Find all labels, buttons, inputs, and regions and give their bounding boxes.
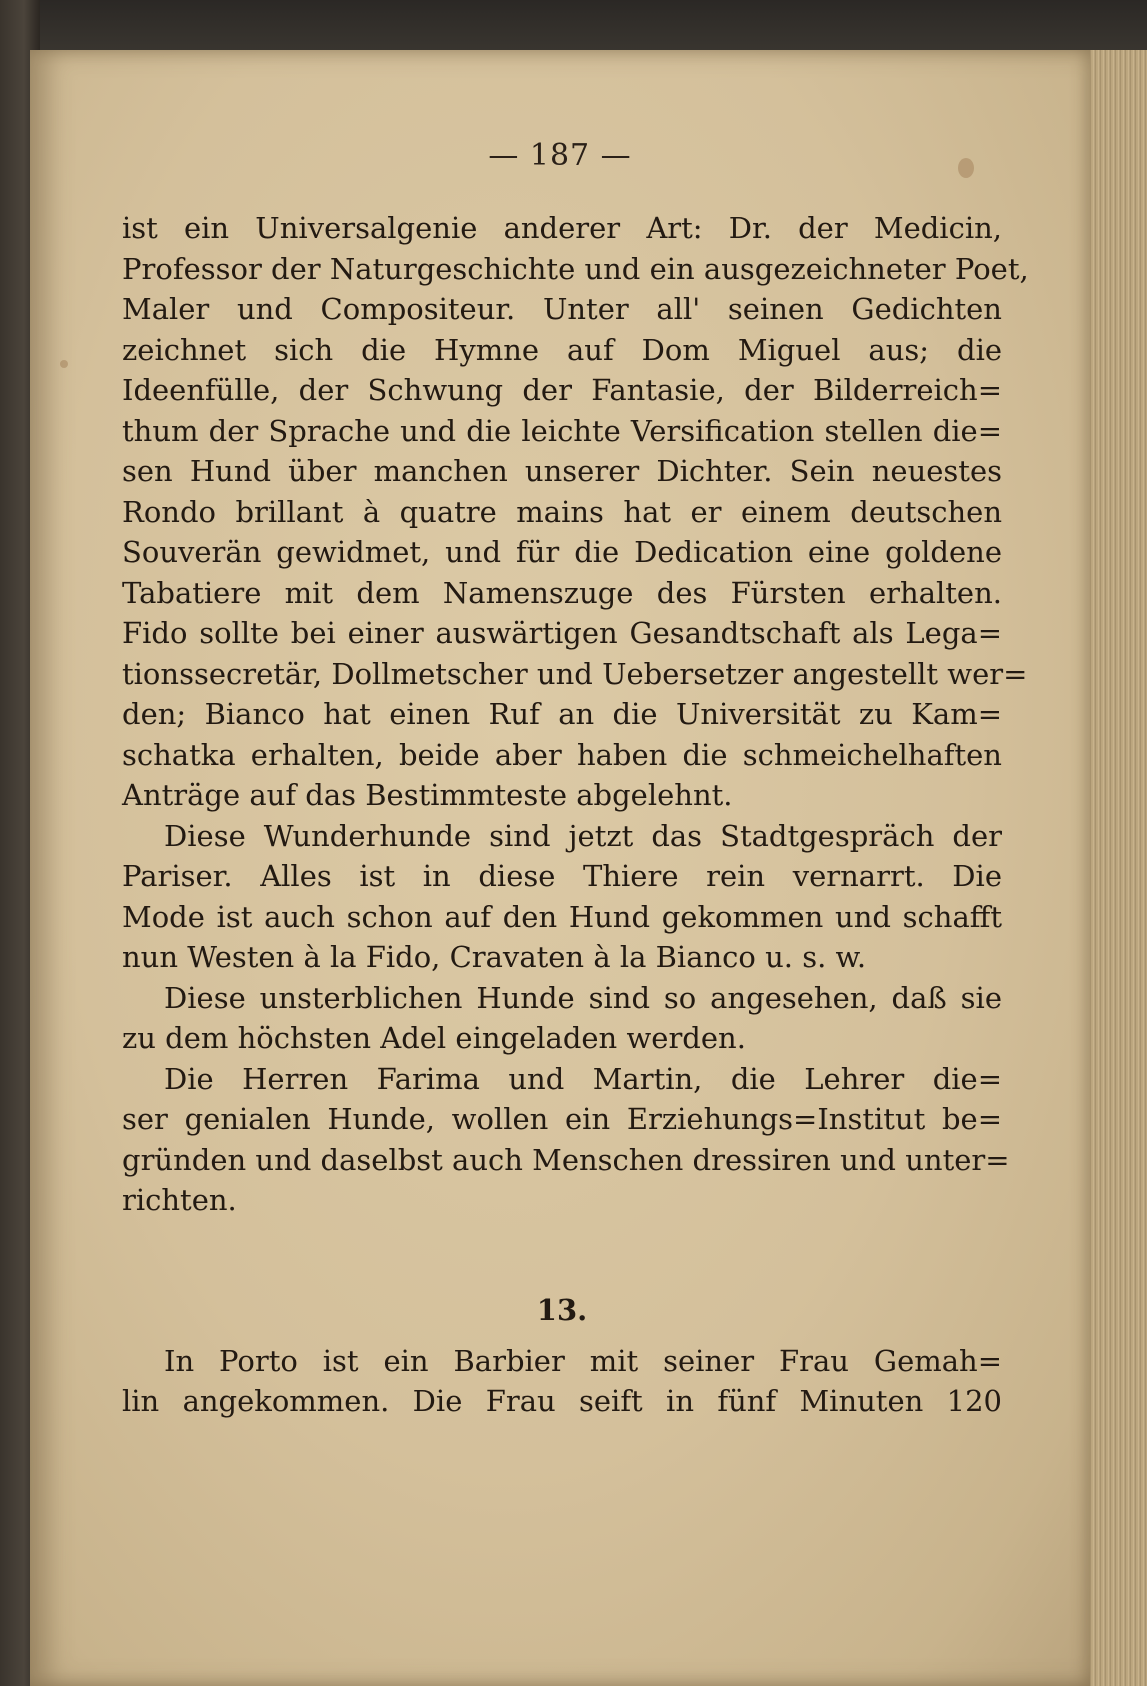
paragraph-4	[122, 1059, 1010, 1221]
paper-stain	[60, 360, 68, 368]
paragraph-2	[122, 816, 1002, 978]
text-line: Diese unsterblichen Hunde sind so angesehen, daß sie	[164, 980, 1002, 1015]
text-line: ser genialen Hunde, wollen ein Erziehungs=Institut be=	[122, 1102, 1002, 1136]
text-line: Fido sollte bei einer auswärtigen Gesandtschaft als Lega=	[122, 616, 1002, 650]
text-line: schatka erhalten, beide aber haben die schmeichelhaften	[122, 737, 1002, 772]
book-page	[30, 50, 1090, 1686]
paragraph-3	[122, 978, 1002, 1059]
text-line: Tabatiere mit dem Namenszuge des Fürsten erhalten.	[122, 575, 1002, 610]
text-line: thum der Sprache und die leichte Versification stellen die=	[122, 413, 1002, 448]
text-line: zeichnet sich die Hymne auf Dom Miguel aus; die	[122, 332, 1002, 367]
text-line: zu dem höchsten Adel eingeladen werden.	[122, 1021, 746, 1055]
text-line: tionssecretär, Dollmetscher und Uebersetzer angestellt wer=	[122, 656, 1028, 691]
page-body-text	[122, 208, 1029, 1422]
section-13-text	[122, 1341, 1002, 1422]
text-line: gründen und daselbst auch Menschen dressiren und unter=	[122, 1142, 1010, 1177]
text-line: Maler und Compositeur. Unter all' seinen Gedichten	[122, 292, 1002, 326]
text-line: Mode ist auch schon auf den Hund gekommen und schafft	[122, 899, 1002, 934]
page-number: — 187 —	[488, 138, 632, 173]
text-line: Anträge auf das Bestimmteste abgelehnt.	[122, 778, 733, 812]
text-line: Diese Wunderhunde sind jetzt das Stadtgespräch der	[164, 818, 1002, 853]
text-line: Ideenfülle, der Schwung der Fantasie, der Bilderreich=	[122, 373, 1002, 407]
text-line: Professor der Naturgeschichte und ein ausgezeichneter Poet,	[122, 251, 1029, 286]
text-line: Rondo brillant à quatre mains hat er einem deutschen	[122, 494, 1002, 529]
text-line: Pariser. Alles ist in diese Thiere rein vernarrt. Die	[122, 859, 1002, 893]
section-number: 13.	[536, 1292, 588, 1327]
text-line: lin angekommen. Die Frau seift in fünf Minuten 120	[122, 1384, 1002, 1418]
text-line: In Porto ist ein Barbier mit seiner Frau Gemah=	[164, 1343, 1002, 1378]
text-line: ist ein Universalgenie anderer Art: Dr. der Medicin,	[122, 211, 1002, 245]
text-line: Die Herren Farima und Martin, die Lehrer die=	[164, 1061, 1002, 1096]
paragraph-1	[122, 208, 1029, 816]
section-spacer	[122, 1221, 1002, 1279]
text-line: sen Hund über manchen unserer Dichter. Sein neuestes	[122, 454, 1002, 488]
text-line: richten.	[122, 1183, 237, 1217]
text-line: nun Westen à la Fido, Cravaten à la Bianco u. s. w.	[122, 940, 867, 974]
text-line: Souverän gewidmet, und für die Dedication eine goldene	[122, 535, 1002, 569]
text-line: den; Bianco hat einen Ruf an die Universität zu Kam=	[122, 697, 1002, 731]
